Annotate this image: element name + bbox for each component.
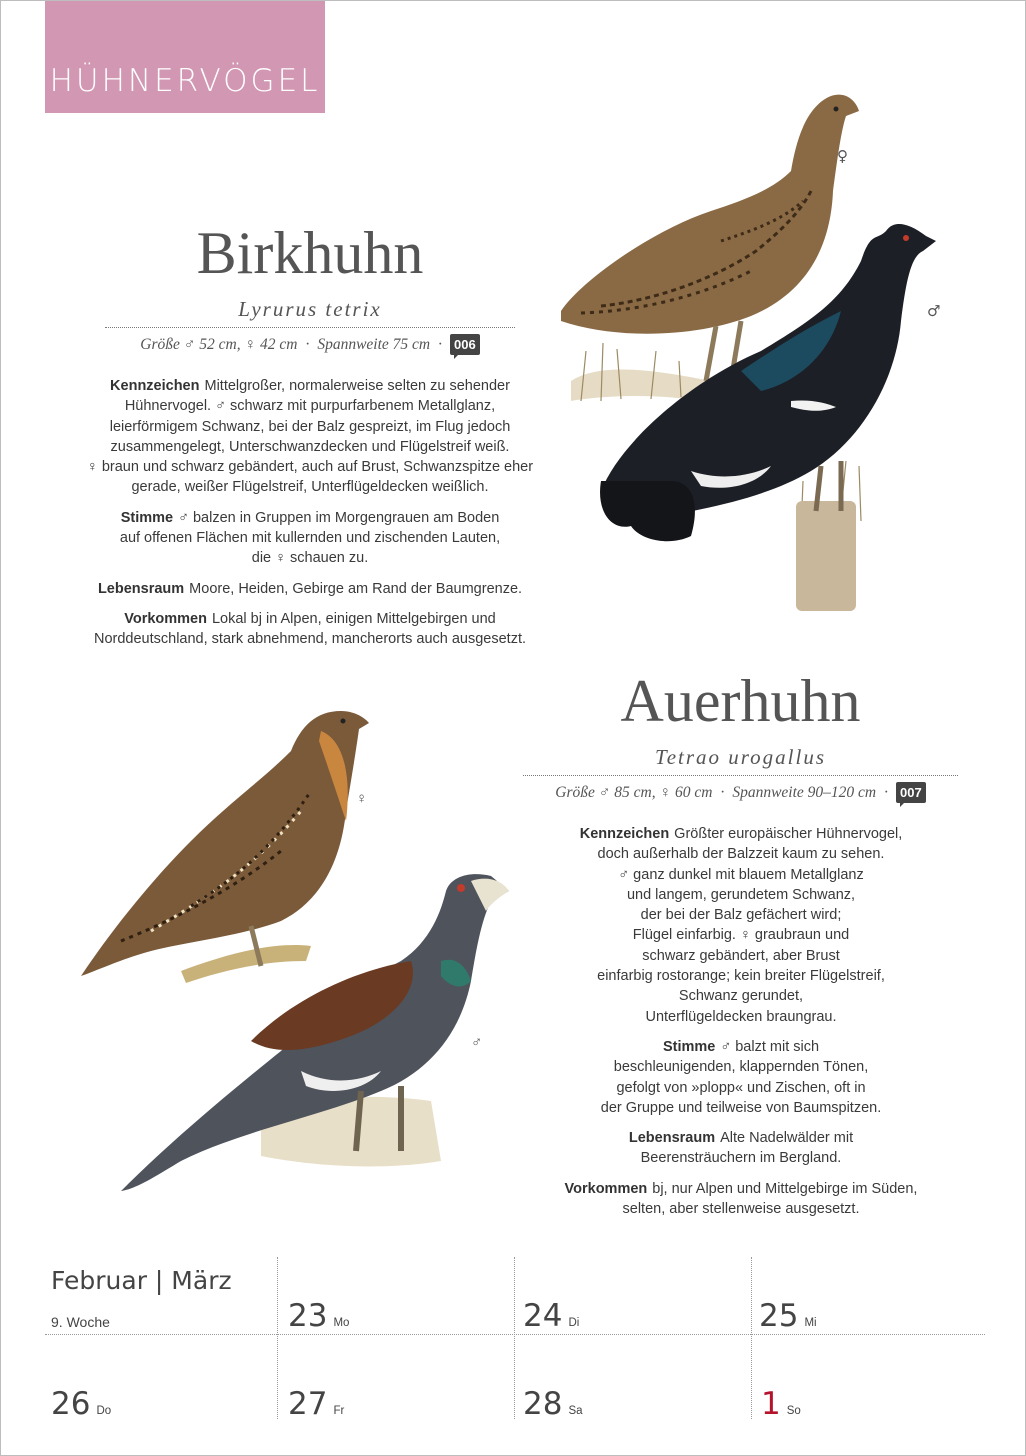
- male-symbol: ♂: [927, 302, 941, 320]
- species-description-birkhuhn: [71, 376, 549, 660]
- species-title-auerhuhn: Auerhuhn: [620, 668, 861, 734]
- day-number: 27: [288, 1386, 328, 1422]
- female-symbol: ♀: [837, 147, 848, 165]
- calendar-day-cell[interactable]: [288, 1298, 349, 1334]
- weekday-label: Di: [568, 1317, 580, 1329]
- desc-vorkommen: Vorkommen Lokal bj in Alpen, einigen Mittelgebirgen und Norddeutschland, stark abnehmend, mancherorts auch ausgesetzt.: [93, 610, 527, 648]
- calendar-column-divider: [277, 1257, 278, 1419]
- section-label: HÜHNERVÖGEL: [49, 63, 321, 99]
- weekday-label: Fr: [333, 1405, 345, 1417]
- weekday-label: So: [786, 1405, 801, 1417]
- day-number: 25: [759, 1298, 799, 1334]
- male-symbol: ♂: [471, 1034, 483, 1051]
- divider: [105, 327, 515, 328]
- species-meta-auerhuhn: Größe ♂ 85 cm, ♀ 60 cm · Spannweite 90–120 cm · 007: [523, 782, 958, 803]
- desc-stimme: Stimme ♂ balzen in Gruppen im Morgengrauen am Boden auf offenen Flächen mit kullernden und zischenden Lauten, die ♀ schauen zu.: [119, 509, 501, 567]
- species-description-auerhuhn: [541, 824, 941, 1229]
- female-capercaillie: [81, 711, 369, 983]
- species-number-badge: 007: [896, 782, 926, 803]
- desc-lebensraum: Lebensraum Moore, Heiden, Gebirge am Rand der Baumgrenze.: [97, 580, 523, 597]
- weekday-label: Mo: [333, 1317, 350, 1329]
- species-latin-auerhuhn: Tetrao urogallus: [654, 745, 827, 769]
- calendar-day-cell[interactable]: [523, 1386, 583, 1422]
- calendar-row-divider: [45, 1334, 985, 1335]
- day-number: 1: [761, 1386, 781, 1422]
- auerhuhn-illustration: [61, 691, 531, 1231]
- calendar-day-cell[interactable]: [523, 1298, 579, 1334]
- day-number: 24: [523, 1298, 563, 1334]
- divider: [523, 775, 958, 776]
- month-label: Februar | März: [51, 1266, 232, 1295]
- female-symbol: ♀: [356, 790, 368, 807]
- size-text: Größe ♂ 85 cm, ♀ 60 cm: [555, 783, 713, 801]
- calendar-column-divider: [514, 1257, 515, 1419]
- species-latin-birkhuhn: Lyrurus tetrix: [238, 297, 382, 321]
- calendar-day-cell[interactable]: [759, 1298, 817, 1334]
- desc-vorkommen: Vorkommen bj, nur Alpen und Mittelgebirge im Süden, selten, aber stellenweise ausgesetzt.: [564, 1180, 918, 1218]
- week-label: 9. Woche: [51, 1314, 110, 1330]
- wingspan-text: Spannweite 75 cm: [317, 335, 431, 353]
- species-meta-birkhuhn: Größe ♂ 52 cm, ♀ 42 cm · Spannweite 75 cm · 006: [105, 334, 515, 355]
- wingspan-text: Spannweite 90–120 cm: [732, 783, 877, 801]
- birkhuhn-illustration: [541, 81, 961, 621]
- section-tab: [45, 1, 325, 113]
- size-text: Größe ♂ 52 cm, ♀ 42 cm: [140, 335, 298, 353]
- weekday-label: Do: [96, 1405, 112, 1417]
- desc-kennzeichen: Kennzeichen Größter europäischer Hühnervogel, doch außerhalb der Balzzeit kaum zu sehen. ♂ ganz dunkel mit blauem Metallglanz und langem, gerundetem Schwanz, der bei der Balz gefächert wird; Flügel einfarbig. ♀ graubraun und schwarz gebändert, aber Brust einfarbig rostorange; kein breiter Flügelstreif, Schwanz gerundet, Unterflügeldecken braungrau.: [579, 826, 903, 1025]
- day-number: 23: [288, 1298, 328, 1334]
- calendar-day-cell[interactable]: [761, 1386, 801, 1422]
- desc-stimme: Stimme ♂ balzt mit sich beschleunigenden, klappernden Tönen, gefolgt von »plopp« und Zischen, oft in der Gruppe und teilweise von Baumspitzen.: [600, 1038, 882, 1116]
- desc-lebensraum: Lebensraum Alte Nadelwälder mit Beerensträuchern im Bergland.: [628, 1130, 854, 1167]
- calendar-day-cell[interactable]: [51, 1386, 111, 1422]
- calendar-day-cell[interactable]: [288, 1386, 344, 1422]
- weekday-label: Sa: [568, 1405, 583, 1417]
- day-number: 26: [51, 1386, 91, 1422]
- weekday-label: Mi: [804, 1317, 817, 1329]
- species-title-birkhuhn: Birkhuhn: [196, 220, 424, 286]
- calendar-column-divider: [751, 1257, 752, 1419]
- desc-kennzeichen: Kennzeichen Mittelgroßer, normalerweise selten zu sehender Hühnervogel. ♂ schwarz mit purpurfarbenem Metallglanz, leierförmigem Schwanz, bei der Balz gespreizt, im Flug jedoch zusammengelegt, Unterschwanzdecken und Flügelstreif weiß. ♀ braun und schwarz gebändert, auch auf Brust, Schwanzspitze eher gerade, weißer Flügelstreif, Unterflügeldecken weißlich.: [86, 378, 534, 496]
- species-number-badge: 006: [450, 334, 480, 355]
- day-number: 28: [523, 1386, 563, 1422]
